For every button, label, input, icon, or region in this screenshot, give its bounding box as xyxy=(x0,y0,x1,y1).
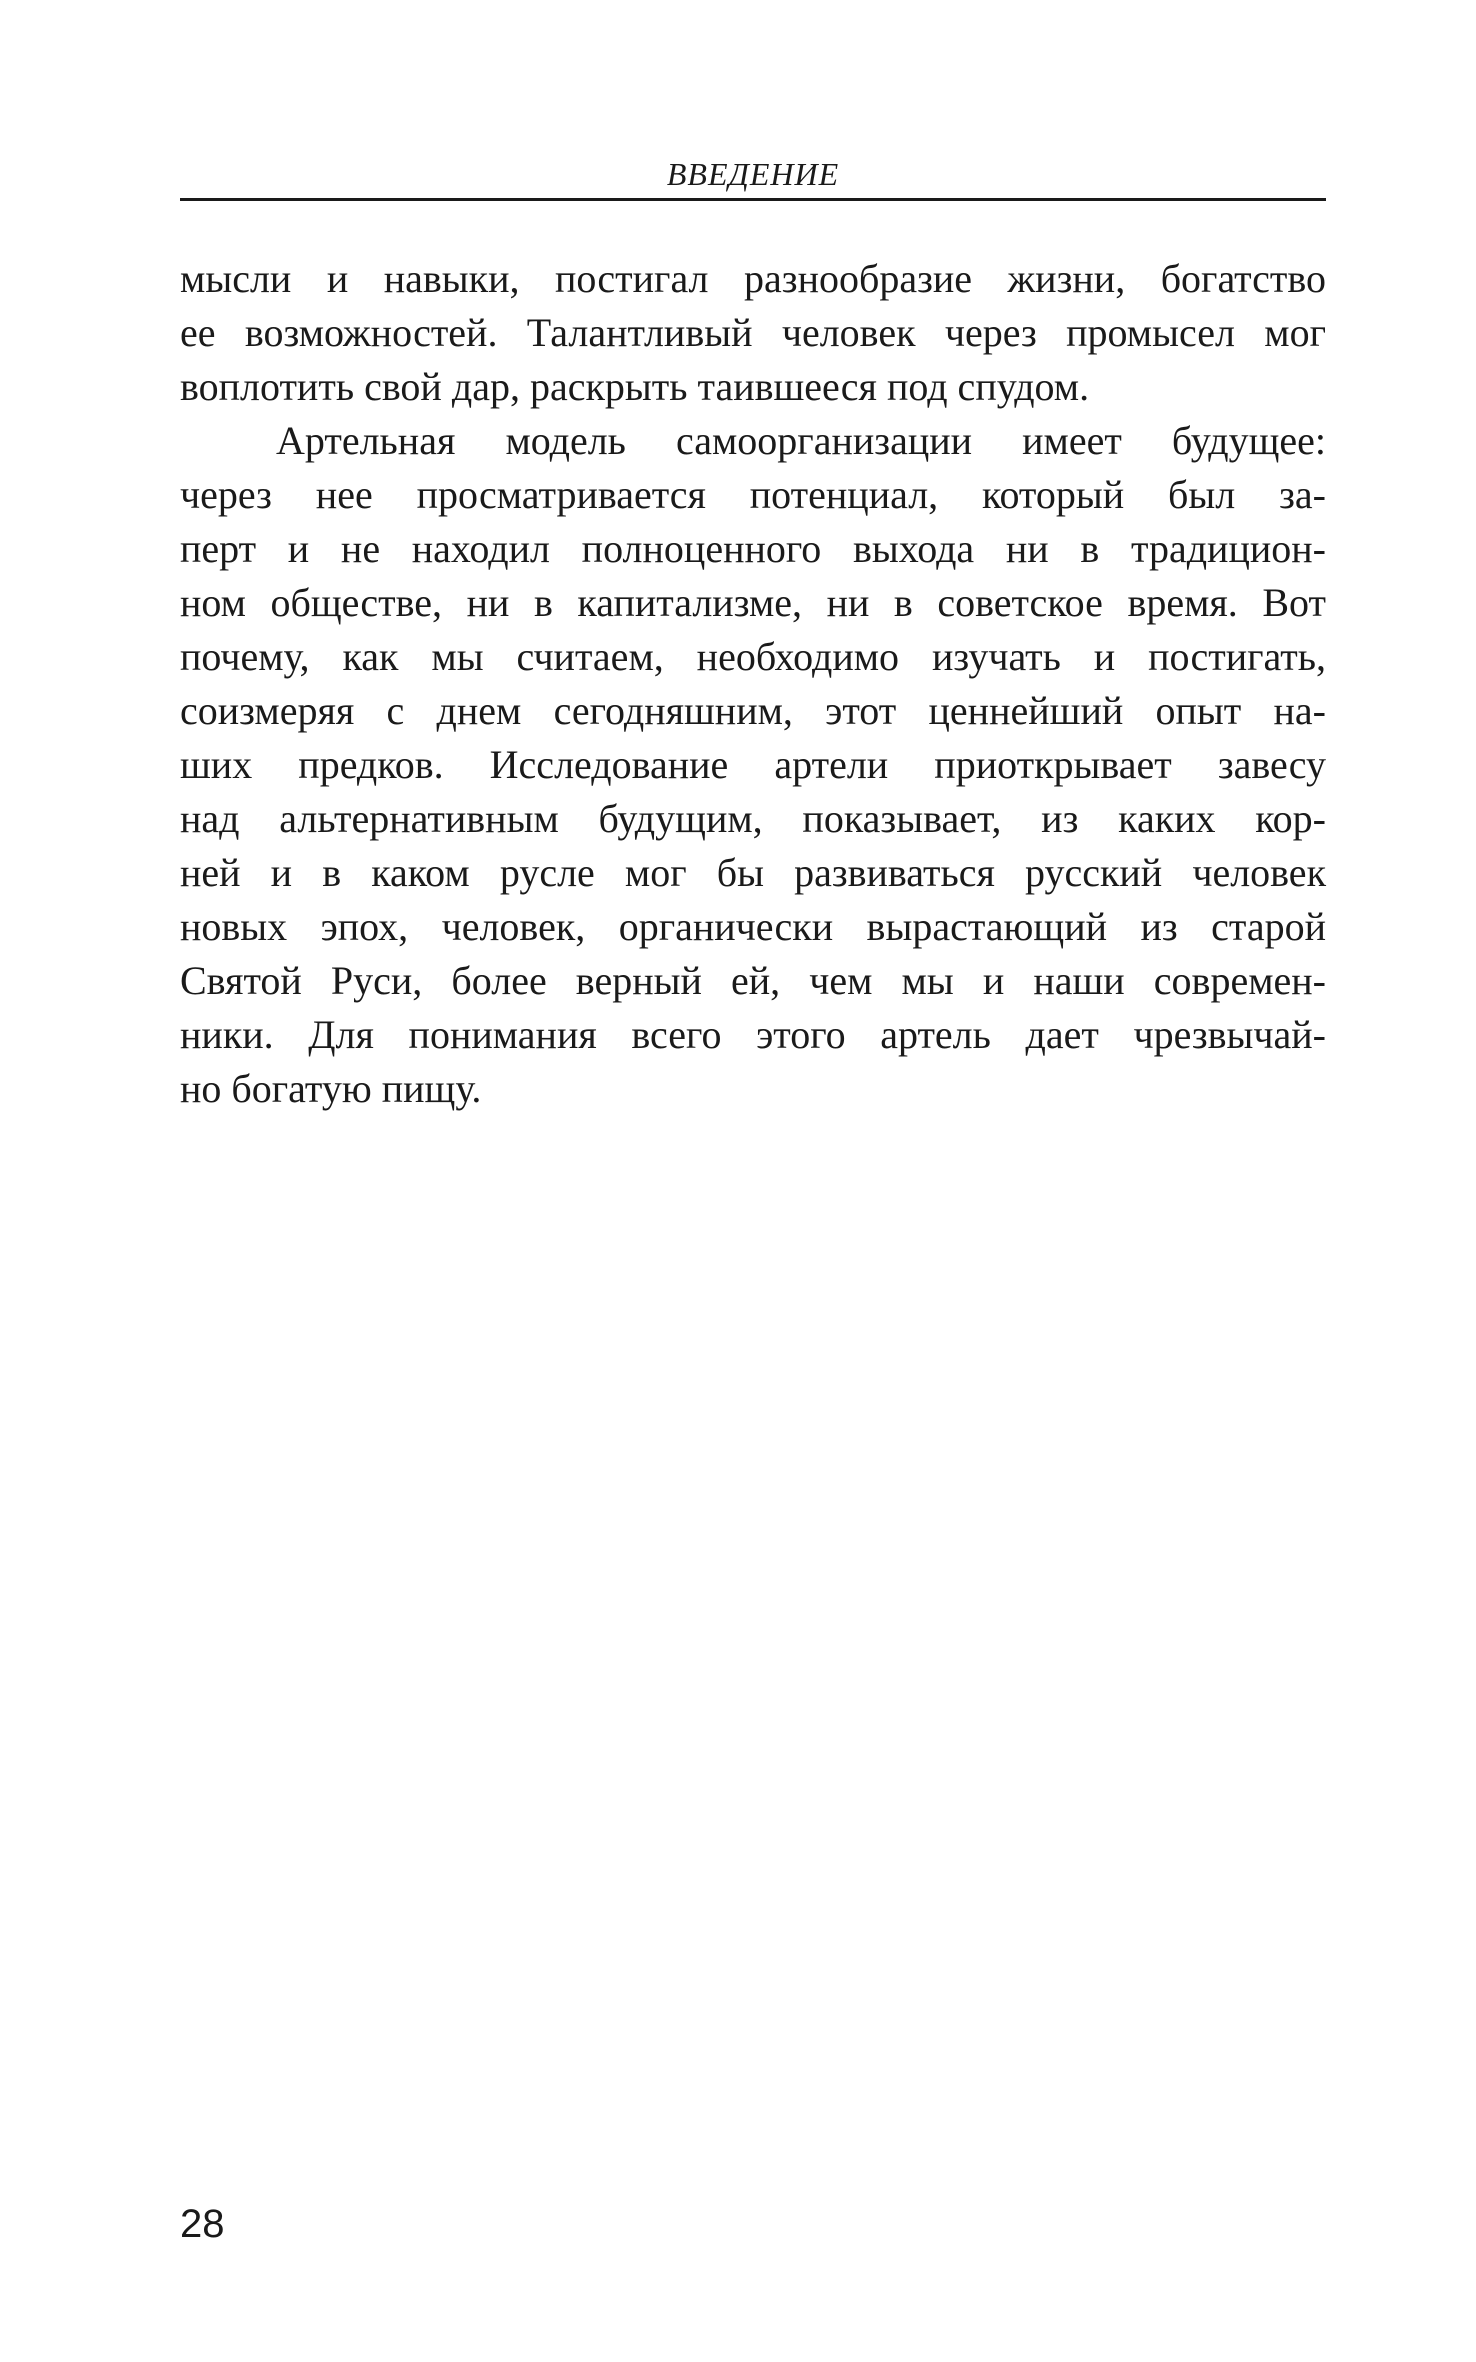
text-line: новых эпох, человек, органически вырастающий из старой xyxy=(180,904,1326,949)
text-line: Святой Руси, более верный ей, чем мы и наши современ- xyxy=(180,958,1326,1003)
text-line: но богатую пищу. xyxy=(180,1066,482,1111)
text-line: Артельная модель самоорганизации имеет будущее: xyxy=(276,418,1326,463)
paragraph-1 xyxy=(180,252,1326,414)
page-number: 28 xyxy=(180,2202,225,2246)
text-line: ники. Для понимания всего этого артель дает чрезвычай- xyxy=(180,1012,1326,1057)
text-line: соизмеряя с днем сегодняшним, этот ценнейший опыт на- xyxy=(180,688,1326,733)
text-line: ших предков. Исследование артели приоткрывает завесу xyxy=(180,742,1326,787)
paragraph-2 xyxy=(180,414,1326,1116)
text-line: мысли и навыки, постигал разнообразие жизни, богатство xyxy=(180,256,1326,301)
text-line: через нее просматривается потенциал, который был за- xyxy=(180,472,1326,517)
text-line: над альтернативным будущим, показывает, из каких кор- xyxy=(180,796,1326,841)
text-line: почему, как мы считаем, необходимо изучать и постигать, xyxy=(180,634,1326,679)
text-line: ее возможностей. Талантливый человек через промысел мог xyxy=(180,310,1326,355)
running-head: ВВЕДЕНИЕ xyxy=(180,150,1326,201)
text-line: ном обществе, ни в капитализме, ни в советское время. Вот xyxy=(180,580,1326,625)
text-line: ней и в каком русле мог бы развиваться русский человек xyxy=(180,850,1326,895)
text-line: воплотить свой дар, раскрыть таившееся под спудом. xyxy=(180,364,1090,409)
text-line: перт и не находил полноценного выхода ни в традицион- xyxy=(180,526,1326,571)
body-text xyxy=(180,252,1326,1116)
